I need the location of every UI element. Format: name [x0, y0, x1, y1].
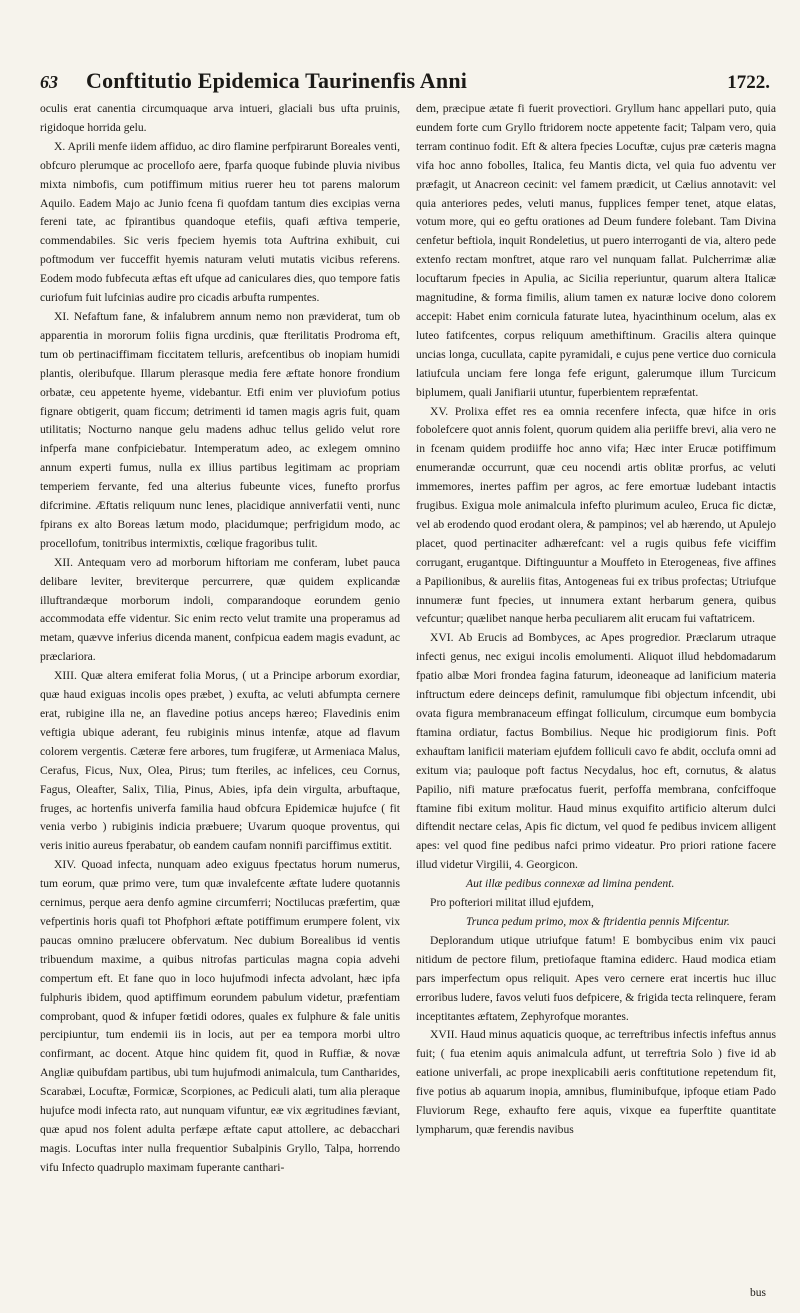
paragraph: XIII. Quæ altera emiferat folia Morus, ( ut a Principe arborum exordiar, quæ haud exiguas incolis opes præbet, ) exufta, ac veluti abfumpta cernere erat, rubigine illa ne, an flavedine potius anceps hæreo; Flavedinis enim veftigia ubique aderant, feu rubiginis minus intenfæ, atque ad flavum colorem vergentis. Cæteræ fere arbores, tum frugiferæ, ut Armeniaca Malus, Cerafus, Ficus, Nux, Olea, Pirus; tum fteriles, ac infelices, ceu Cornus, Fagus, Oleafter, Salix, Tilia, Pinus, Abies, ipfa dein virgulta, arbuftaque, fruges, ac hortenfis univerfa familia haud obfcura Epidemicæ hujufce ( fit venia verbo ) rubiginis indicia præbuere; Uvarum quoque proventus, qui veris initio aureus fperabatur, ob eandem caufam nonnifi parciffimus extitit. [40, 669, 400, 853]
paragraph: XV. Prolixa effet res ea omnia recenfere infecta, quæ hifce in oris fobolefcere quot annis folent, quorum quidem alia periiffe brevi, alia vero ne in fcenam quidem prodiiffe hoc anno vifa; Hæc inter Erucæ potiffimum enumerandæ occurrunt, quæ ceu nocendi artis oblitæ prorfus, ac veluti immemores, inertes paffim per agros, ac fere emortuæ ludebant intactis frugibus. Exigua mole animalcula infefto plurimum aculeo, Eruca fic dictæ, vel ab erodendo quod erodant olera, & pampinos; vel ab hærendo, ut Apulejo placet, quod pertinaciter adhærefcant: vel a rugis quibus fefe viciffim corrugant, erugantque. Diftinguuntur a Mouffeto in Eterogeneas, five affines a Papilionibus, & aureliis fitas, Antogeneas fui ex tribus profectas; Utriufque innumeræ funt fpecies, ut innumera extant herbarum genera, quibus vefcuntur; quælibet nanque herba peculiarem alit erucam fui vaftatricem. [416, 404, 776, 626]
catchword: bus [750, 1287, 766, 1299]
paragraph: XIV. Quoad infecta, nunquam adeo exiguus fpectatus horum numerus, tum eorum, quæ primo vere, tum quæ invalefcente æftate ludere quotannis cernimus, perque aera denfo agmine circumferri; Noctilucas præfertim, quæ vefpertinis horis quafi tot Phofphori æftate potiffimum erumpere folent, vix paucas omnino prælucere obfervatum. Nec dubium Borealibus id ventis tribuendum maxime, a quibus nitrofas particulas magna copia advehi compertum eft. Et fane quo in loco hujufmodi infecta advolant, hæc ipfa fulphuris ibidem, quod aptiffimum eorundem pabulum videtur, præfentiam comprobant, quod & infuper fœtidi odores, quales ex fulphure & fale unitis percipiuntur, tum endemii iis in locis, aut per ea tempora morbi ultro confirmant, ac docent. Atque hinc quidem fit, quod in Ruffiæ, & novæ Angliæ quibufdam partibus, ubi tum hujufmodi animalcula, tum Cantharides, Scarabæi, Locuftæ, Formicæ, Scorpiones, ac Pediculi alati, tum alia pleraque hujufce modi infecta rato, aut nunquam vifuntur, eæ vix ægritudines fæviant, quæ apud nos folent adulta perfæpe æftate caput attollere, ac debacchari magis. Locuftas inter nulla frequentior Subalpinis Gryllo, Talpa, horrendo vifu Infecto quadruplo maximam fuperante canthari- [40, 858, 400, 1174]
running-head [40, 68, 770, 94]
paragraph: XI. Nefaftum fane, & infalubrem annum nemo non præviderat, tum ob apparentia in mororum foliis figna urcdinis, quæ fterilitatis Prodroma eft, tum ob pertinaciffimam ficcitatem telluris, arefcentibus ob inopiam humidi plantis, oleribufque. Illarum plerasque media fere æftate honore frondium orbatæ, ceu appetente hyeme, videbantur. Etfi enim ver pluviofum potius fignare obtigerit, quam ficcum; detrimenti id tamen magis agris fuit, quam utilitatis; Nocturno nanque gelu madens adhuc tellus gelido velut rore infperfa mane confpiciebatur. Intemperatum adeo, ac exlegem omnino annum experti fumus, nulla ex illius partibus legitimam ac propriam temperiem fervante, fed una alterius fubeunte vices, funefto prorfus difcrimine. Æftatis reliquum nunc lenes, placidique anniverfatii venti, nunc fpirans ex alto Boreas lætum modo, placidumque; perfrigidum modo, ac procellofum, tonitribus intermixtis, cœlique fragoribus tulit. [40, 309, 400, 550]
paragraph: Pro pofteriori militat illud ejufdem, [430, 896, 594, 910]
paragraph: Deplorandum utique utriufque fatum! E bombycibus enim vix pauci nitidum de pectore filum, pretiofaque ftamina ediderc. Haud modica etiam pars imperfectum opus reliquit. Apes vero cernere erat incertis huc illuc erroribus ludere, favos veluti fuos defpicere, & frigida tecta relinquere, feram inceptitantes æftatem, Zephyrofque morantes. [416, 933, 776, 1023]
left-column [40, 100, 400, 1291]
text-columns [40, 100, 776, 1291]
verse-quote: Trunca pedum primo, mox & ftridentia pennis Mifcentur. [466, 914, 730, 928]
paragraph: dem, præcipue ætate fi fuerit provectiori. Gryllum hanc appellari puto, quia eundem forte cum Gryllo ftridorem nocte appetente facit; Talpam vero, quia terram continuo fodit. Eft & altera fpecies Locuftæ, cujus præ cæteris magna vifa hoc anno fobolles, Italica, feu Mantis dicta, vel quia fuo adventu ver præfagit, ut Anacreon cecinit: vel famem prædicit, ut Cælius annotavit: vel quia anteriores pedes, veluti manus, fupplices femper tenet, atque elatas, votum more, qui eo geftu orationes ad Deum fundere folebant. Tam Divina cenfetur beftiola, inquit Rondeletius, ut puero interroganti de via, altero pede extenfo rectam monftret, atque raro vel nunquam fallat. Pulcherrimæ aliæ locuftarum fpecies in Apulia, ac Sicilia reperiuntur, quarum altera Italicæ magnitudine, & forma fimilis, alium tamen ex naturæ locive dono colorem accepit: Habet enim cornicula faturate lutea, hyacinthinum ocelum, alas ex luteo fatifcentes, corpus reliquum amethiftinum. Gracilis altera quinque uncias longa, cucullata, capite pyramidali, e cujus pene vertice duo cornicula latiufcula unciam fere longa fefe erigunt, galerumque illum Turcicum biplumem, quali Janifiarii utuntur, fuperbientem repræfentat. [416, 102, 776, 399]
right-column [416, 100, 776, 1291]
paragraph: oculis erat canentia circumquaque arva intueri, glaciali bus ufta pruinis, rigidoque horrida gelu. [40, 102, 400, 134]
paragraph: XVII. Haud minus aquaticis quoque, ac terreftribus infectis infeftus annus fuit; ( fua etenim aquis animalcula adfunt, ut terreftria Solo ) five id ab eatione univerfali, ac prope inexplicabili aeris conftitutione repetendum fit, five potius ab aquarum inopia, amnibus, fluminibufque, ipfoque etiam Pado Fluviorum Rege, exhaufto fere aquis, vixque ea fuperftite quantitate lympharum, quæ ferendis navibus [416, 1028, 776, 1136]
page-number: 63 [40, 72, 58, 92]
paragraph: X. Aprili menfe iidem affiduo, ac diro flamine perfpirarunt Boreales venti, obfcuro plerumque ac procellofo aere, fparfa quoque fubinde pluvia nivibus mixta nimbofis, cum potiffimum mitius ruerer heu tot parens malorum Aquilo. Eadem Majo ac Junio fcena fi quofdam tantum dies excipias verna fereni tate, ac fpirantibus quandoque etefiis, quafi æftiva temperie, commendabiles. Sic veris fpeciem hyemis tota Auftrina exhibuit, cui poftmodum ver fucceffit hyemis naturam veluti mutatis vicibus referens. Eodem modo fubfecuta æftas eft ufque ad caniculares dies, quo tempore fatis curiofum fuit lufcinias audire pro cicadis arbufta rumpentes. [40, 139, 400, 305]
paragraph: XVI. Ab Erucis ad Bombyces, ac Apes progredior. Præclarum utraque infecti genus, nec exigui incolis emolumenti. Aliquot illud hebdomadarum fpatio albæ Mori frondea fagina faturum, ideoneaque ad lanificium materia inftructum edere deinceps definit, ramulumque fibi objectum infcendit, ubi ovata figura membranaceum effingat folliculum, circumque eum bombycia ftamina ordiatur, factus Bombilius. Neque hic prodigiorum finis. Poft exhauftam lanificii materiam ejufdem folliculi cavo fe abdit, occlufa omni ad exitum via; pauloque poft factus Necydalus, hoc eft, cornutus, & alatus Papilio, nifi mature præfocatus fuerit, perfoffa membrana, confciffoque ftamine fibi exitum molitur. Haud minus exquifito artificio alterum dulci diftendit nectare celas, Apis fic dictum, vel quod fe pedibus invicem alligent apes: vel quod fine pedibus nafci primo videatur. Pro priori ratione facere illud videtur Virgilii, 4. Georgicon. [416, 631, 776, 872]
running-year: 1722. [727, 72, 770, 93]
verse-quote: Aut illæ pedibus connexæ ad limina pendent. [466, 877, 675, 891]
paragraph: XII. Antequam vero ad morborum hiftoriam me conferam, lubet pauca delibare leviter, breviterque percurrere, quæ quidem explicandæ illuftrandæque morborum indoli, comparandoque eorundem genio accommodata effe videntur. Sic enim recto velut tramite una properamus ad metam, quævve inferius dicenda manent, confpicua eadem magis evadunt, ac præclariora. [40, 555, 400, 664]
running-title: Conftitutio Epidemica Taurinenfis Anni [86, 68, 468, 93]
